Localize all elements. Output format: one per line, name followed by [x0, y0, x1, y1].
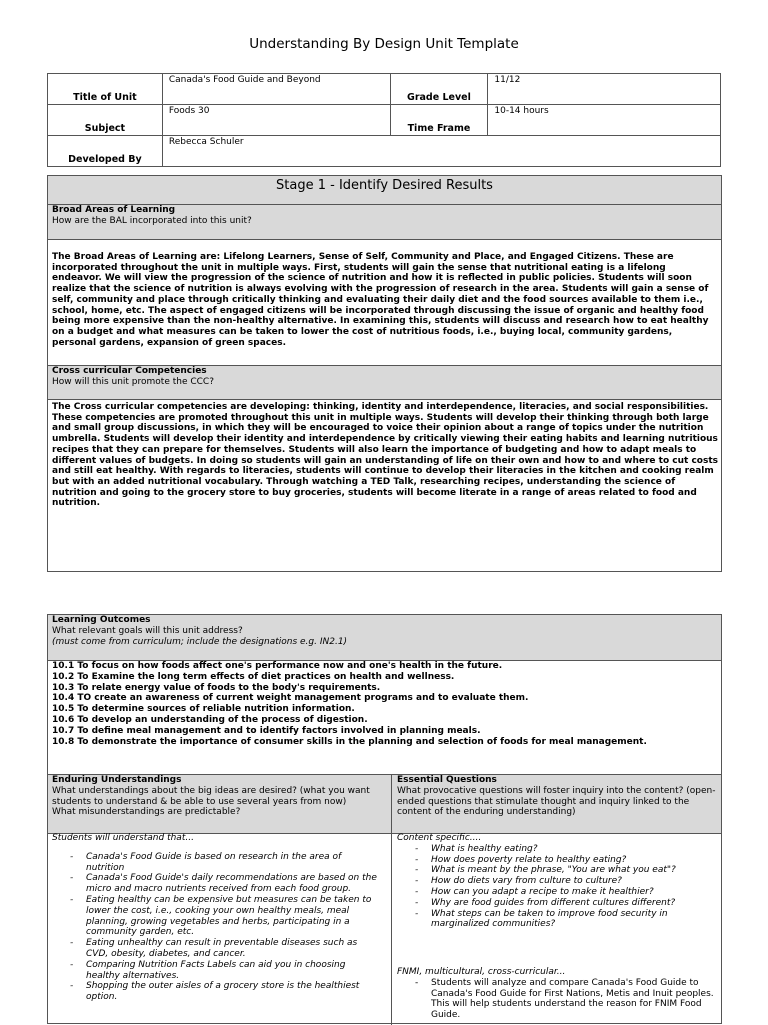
eu-item: - Shopping the outer aisles of a grocery store is the healthiest option. [52, 981, 382, 1003]
outcomes-header [48, 615, 721, 661]
title-of-unit-value: Canada's Food Guide and Beyond [162, 74, 390, 105]
outcome-item: 10.4 TO create an awareness of current weight management programs and to evaluate them. [52, 693, 529, 704]
outcome-item: 10.3 To relate energy value of foods to the body's requirements. [52, 682, 381, 693]
bal-prompt: How are the BAL incorporated into this unit? [52, 215, 252, 226]
subject-label: Subject [48, 105, 163, 136]
bal-header [48, 205, 721, 240]
eq-fnmi-intro: FNMI, multicultural, cross-curricular... [397, 967, 566, 977]
eq-prompt: What provocative questions will foster inquiry into the content? (open-ended questions that stimulate thought and inquiry linked to the content of the enduring understanding) [397, 785, 716, 818]
eq-body [397, 833, 719, 930]
eu-item: - Eating healthy can be expensive but measures can be taken to lower the cost, i.e., cooking your own healthy meals, meal planning, growing vegetables and herbs, participating in a community garden, etc. [52, 895, 382, 938]
time-frame-value: 10-14 hours [488, 105, 721, 136]
eq-item: - How do diets vary from culture to culture? [397, 876, 719, 887]
grade-level-label: Grade Level [390, 74, 488, 105]
eq-item: - What steps can be taken to improve food security in marginalized communities? [397, 909, 719, 931]
stage1-section [47, 175, 722, 572]
column-divider [391, 774, 392, 1025]
outcome-item: 10.1 To focus on how foods affect one's performance now and one's health in the future. [52, 661, 503, 671]
title-of-unit-label: Title of Unit [48, 74, 163, 105]
outcomes-note: (must come from curriculum; include the designations e.g. IN2.1) [52, 636, 348, 647]
outcomes-list [52, 661, 718, 747]
ccc-header [48, 365, 721, 400]
eu-list [52, 852, 382, 1003]
eq-content-intro: Content specific.... [397, 833, 482, 843]
eu-prompt: What understandings about the big ideas are desired? (what you want students to understand & be able to use several years from now) [52, 785, 370, 807]
stage1-heading: Stage 1 - Identify Desired Results [48, 176, 721, 205]
eq-item: - What is meant by the phrase, "You are what you eat"? [397, 865, 719, 876]
eu-header [52, 775, 386, 818]
eq-fnmi-list [397, 978, 719, 1021]
bal-text: The Broad Areas of Learning are: Lifelong Learners, Sense of Self, Community and Place, and Engaged Citizens. These are incorporated throughout the unit in multiple ways. First, students will gain the sense that nutritional eating is a lifelong endeavor. We will view the progression of the science of nutrition and how it is reflected in public policies. Students will soon realize that the science of nutrition is always evolving with the progression of research in the area. Students will gain a sense of self, community and place through critically thinking and evaluating their daily diet and the food sources available to them i.e., school, home, etc. The aspect of engaged citizens will be incorporated through discussing the issue of organic and healthy food being more expensive than the non-healthy alternative. In examining this, students will discuss and research how to eat healthy on a budget and what measures can be taken to lower the cost of nutritious foods, i.e., buying local, community gardens, personal gardens, expansion of green spaces. [52, 252, 709, 348]
eq-fnmi [397, 967, 719, 1021]
eq-title: Essential Questions [397, 775, 497, 785]
developed-by-label: Developed By [48, 136, 163, 167]
ccc-prompt: How will this unit promote the CCC? [52, 376, 214, 387]
outcomes-prompt: What relevant goals will this unit address? [52, 625, 243, 636]
eq-item: - What is healthy eating? [397, 844, 719, 855]
eq-list [397, 844, 719, 930]
outcomes-section [47, 614, 722, 1024]
bal-title: Broad Areas of Learning [52, 205, 176, 215]
eu-intro: Students will understand that... [52, 833, 194, 843]
eq-item: - Why are food guides from different cultures different? [397, 898, 719, 909]
eu-title: Enduring Understandings [52, 775, 182, 785]
eu-item: - Canada's Food Guide's daily recommendations are based on the micro and macro nutrients received from each food group. [52, 873, 382, 895]
eq-item: - How can you adapt a recipe to make it healthier? [397, 887, 719, 898]
developed-by-value: Rebecca Schuler [162, 136, 720, 167]
document-title: Understanding By Design Unit Template [249, 36, 519, 52]
outcome-item: 10.6 To develop an understanding of the process of digestion. [52, 714, 368, 725]
eu-item: - Eating unhealthy can result in preventable diseases such as CVD, obesity, diabetes, and cancer. [52, 938, 382, 960]
eu-item: - Canada's Food Guide is based on research in the area of nutrition [52, 852, 382, 874]
eu-body [52, 833, 382, 1003]
subject-value: Foods 30 [162, 105, 390, 136]
time-frame-label: Time Frame [390, 105, 488, 136]
unit-info-table [47, 73, 721, 167]
eq-item: - How does poverty relate to healthy eating? [397, 855, 719, 866]
eq-fnmi-item: - Students will analyze and compare Canada's Food Guide to Canada's Food Guide for First Nations, Metis and Inuit peoples. This will help students understand the reason for FNIM Food Guide. [397, 978, 719, 1021]
outcome-item: 10.8 To demonstrate the importance of consumer skills in the planning and selection of foods for meal management. [52, 736, 647, 747]
grade-level-value: 11/12 [488, 74, 721, 105]
ccc-title: Cross curricular Competencies [52, 366, 207, 376]
eu-item: - Comparing Nutrition Facts Labels can aid you in choosing healthy alternatives. [52, 960, 382, 982]
outcome-item: 10.7 To define meal management and to identify factors involved in planning meals. [52, 725, 481, 736]
ccc-text: The Cross curricular competencies are developing: thinking, identity and interdependence, literacies, and social responsibilities. These competencies are promoted throughout this unit in multiple ways. Students will develop their thinking through both large and small group discussions, in which they will be encouraged to voice their opinion about a range of topics under the nutrition umbrella. Students will develop their identity and interdependence by critically viewing their eating habits and learning nutritious recipes that they can prepare for themselves. Students will also learn the importance of budgeting and how to adapt meals to different values of budgets. In doing so students will gain an understanding of life on their own and how to and where to cut costs and still eat healthy. With regards to literacies, students will continue to develop their literacies in the kitchen and cooking realm but with an added nutritional vocabulary. Through watching a TED Talk, researching recipes, understanding the science of nutrition and going to the grocery store to buy groceries, students will become literate in a range of areas related to food and nutrition. [52, 402, 718, 509]
outcome-item: 10.5 To determine sources of reliable nutrition information. [52, 704, 355, 715]
eu-prompt2: What misunderstandings are predictable? [52, 807, 241, 818]
outcomes-title: Learning Outcomes [52, 615, 151, 625]
outcome-item: 10.2 To Examine the long term effects of diet practices on health and wellness. [52, 671, 455, 682]
eq-header [397, 775, 717, 818]
